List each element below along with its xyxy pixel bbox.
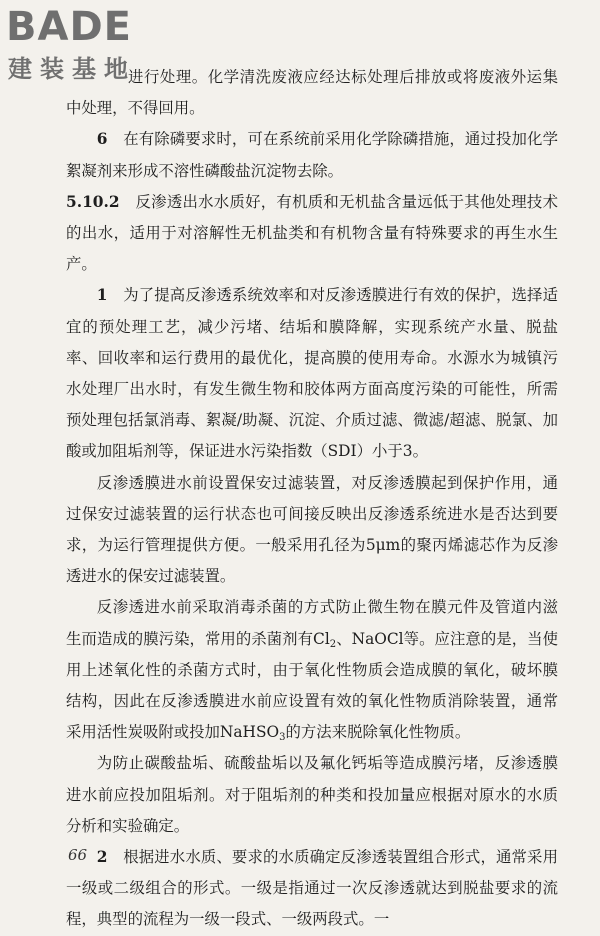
paragraph-text: 反渗透进水前采取消毒杀菌的方式防止微生物在膜元件及管道内滋生而造成的膜污染，常用的杀菌剂有Cl: [66, 598, 558, 648]
clause-number: 6: [96, 130, 108, 149]
paragraph-text: 为了提高反渗透系统效率和对反渗透膜进行有效的保护，选择适宜的预处理工艺，减少污堵、结垢和膜降解，实现系统产水量、脱盐率、回收率和运行费用的最优化，提高膜的使用寿命。水源水为城镇污水处理厂出水时，有发生微生物和胶体两方面高度污染的可能性，所需预处理包括氯消毒、絮凝/助凝、沉淀、介质过滤、微滤/超滤、脱氯、加酸或加阻垢剂等，保证进水污染指数（SDI）小于3。: [66, 286, 558, 461]
logo-wordmark: BADE: [6, 4, 132, 50]
section-number: 5.10.2: [66, 192, 120, 211]
paragraph-antiscalant: [66, 748, 558, 842]
paragraph-text: 反渗透膜进水前设置保安过滤装置，对反渗透膜起到保护作用，通过保安过滤装置的运行状态也可间接反映出反渗透系统进水是否达到要求，为运行管理提供方便。一般采用孔径为5μm的聚丙烯滤芯作为反渗透进水的保安过滤装置。: [66, 473, 558, 586]
clause-1: [66, 280, 558, 467]
document-body: [66, 62, 558, 936]
paragraph-continuation: [66, 62, 558, 124]
clause-number: 2: [96, 848, 108, 867]
paragraph-text: 进行处理。化学清洗废液应经达标处理后排放或将废液外运集中处理，不得回用。: [66, 68, 558, 118]
paragraph-disinfection: [66, 592, 558, 748]
clause-number: 1: [96, 286, 108, 305]
logo-subtitle: 建装基地: [8, 55, 136, 83]
page-number: 66: [68, 846, 88, 864]
paragraph-text: 根据进水水质、要求的水质确定反渗透装置组合形式，通常采用一级或二级组合的形式。一级是指通过一次反渗透就达到脱盐要求的流程，典型的流程为一级一段式、一级两段式。一: [66, 848, 558, 929]
clause-2: [66, 842, 558, 936]
subscript: 3: [279, 732, 286, 744]
section-5-10-2: [66, 187, 558, 281]
clause-6: [66, 124, 558, 186]
paragraph-text: 为防止碳酸盐垢、硫酸盐垢以及氟化钙垢等造成膜污堵，反渗透膜进水前应投加阻垢剂。对于阻垢剂的种类和投加量应根据对原水的水质分析和实验确定。: [66, 754, 558, 835]
paragraph-security-filter: [66, 468, 558, 593]
paragraph-text: 反渗透出水水质好，有机质和无机盐含量远低于其他处理技术的出水，适用于对溶解性无机盐类和有机物含量有特殊要求的再生水生产。: [66, 192, 558, 274]
subscript: 2: [329, 638, 337, 650]
paragraph-text: 、NaOCl等。应注意的是，当使用上述氧化性的杀菌方式时，由于氧化性物质会造成膜的氧化，破坏膜结构，因此在反渗透膜进水前应设置有效的氧化性物质消除装置，通常采用活性炭吸附或投加NaHSO: [66, 629, 558, 742]
paragraph-text: 的方法来脱除氧化性物质。: [285, 723, 471, 742]
paragraph-text: 在有除磷要求时，可在系统前采用化学除磷措施，通过投加化学絮凝剂来形成不溶性磷酸盐沉淀物去除。: [66, 130, 558, 180]
